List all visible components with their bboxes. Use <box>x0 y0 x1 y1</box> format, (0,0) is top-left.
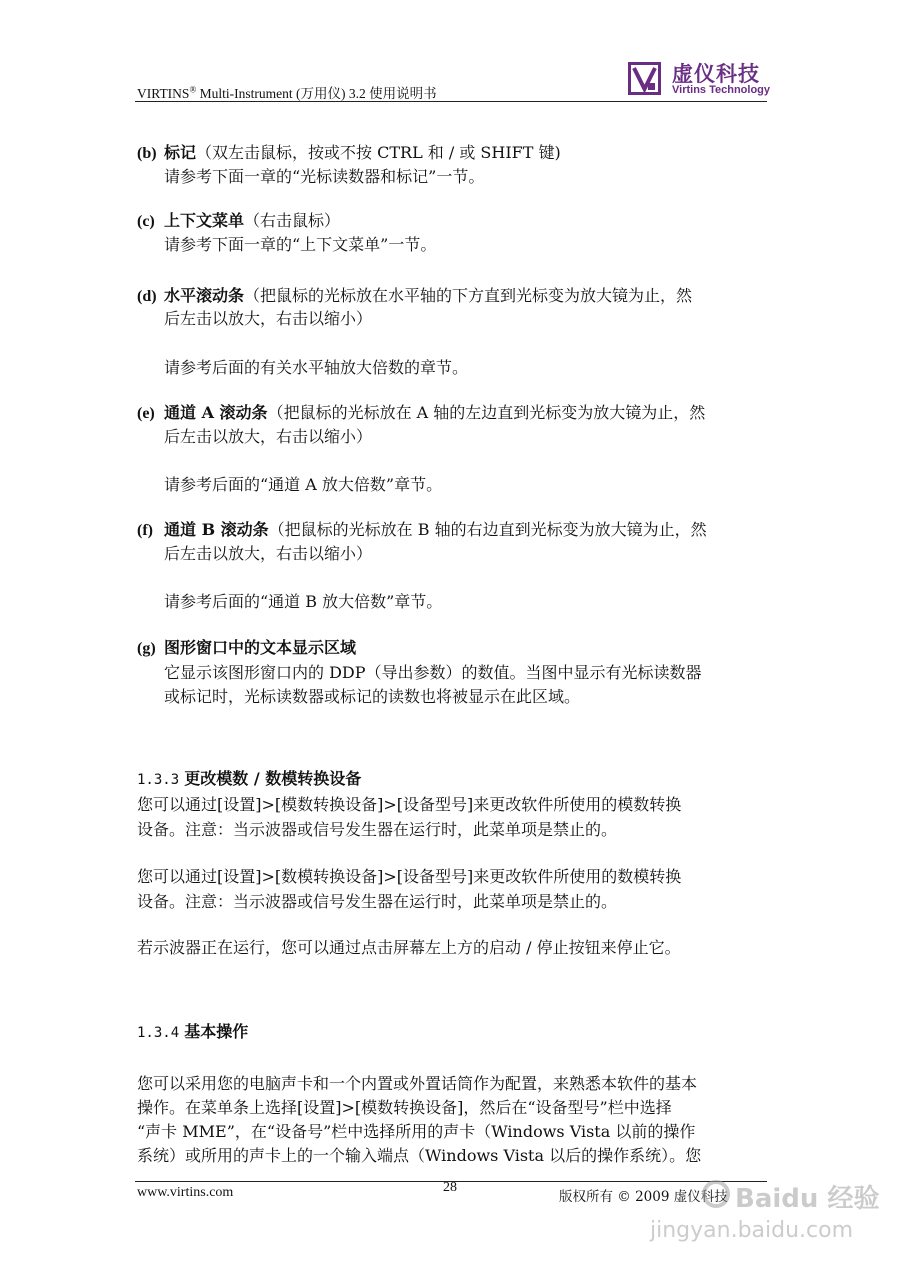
item-g-text-1: 它显示该图形窗口内的 DDP（导出参数）的数值。当图中显示有光标读数器 <box>164 663 702 682</box>
section-134-p1-l4: 系统）或所用的声卡上的一个输入端点（Windows Vista 以后的操作系统）。您 <box>137 1146 702 1165</box>
watermark-url: jingyan.baidu.com <box>650 1218 854 1243</box>
section-134-heading: 1.3.4 基本操作 <box>137 1022 249 1041</box>
section-134-p1-l2: 操作。在菜单条上选择[设置]>[模数转换设备]，然后在“设备型号”栏中选择 <box>137 1098 672 1117</box>
item-g-text-2: 或标记时，光标读数器或标记的读数也将被显示在此区域。 <box>164 687 581 706</box>
logo-chinese-name: 虚仪科技 <box>672 61 760 86</box>
header-divider <box>135 101 767 102</box>
item-e-note: 请参考后面的“通道 A 放大倍数”章节。 <box>164 475 443 494</box>
section-134-p1-l1: 您可以采用您的电脑声卡和一个内置或外置话筒作为配置，来熟悉本软件的基本 <box>137 1074 698 1093</box>
section-133-p2-l2: 设备。注意：当示波器或信号发生器在运行时，此菜单项是禁止的。 <box>137 892 618 911</box>
watermark-paw-icon <box>702 1180 730 1208</box>
footer-page-number: 28 <box>443 1180 457 1195</box>
item-f-cont: 后左击以放大，右击以缩小） <box>164 544 373 563</box>
item-f-note: 请参考后面的“通道 B 放大倍数”章节。 <box>164 592 443 611</box>
footer-website: www.virtins.com <box>137 1185 234 1200</box>
logo-english-name: Virtins Technology <box>672 84 770 96</box>
item-e-title: (e) 通道 A 滚动条（把鼠标的光标放在 A 轴的左边直到光标变为放大镜为止，然 <box>137 403 706 422</box>
item-b-title: (b) 标记（双左击鼠标，按或不按 CTRL 和 / 或 SHIFT 键) <box>137 143 561 162</box>
item-f-title: (f) 通道 B 滚动条（把鼠标的光标放在 B 轴的右边直到光标变为放大镜为止，然 <box>137 520 707 539</box>
footer-copyright: 版权所有 © 2009 虚仪科技 <box>559 1189 728 1205</box>
section-134-p1-l3: “声卡 MME”，在“设备号”栏中选择所用的声卡（Windows Vista 以前的操作 <box>137 1122 696 1141</box>
watermark-brand: Baidu 经验 <box>735 1184 880 1214</box>
item-g-title: (g) 图形窗口中的文本显示区域 <box>137 638 357 657</box>
item-d-title: (d) 水平滚动条（把鼠标的光标放在水平轴的下方直到光标变为放大镜为止，然 <box>137 286 693 305</box>
section-133-p1-l1: 您可以通过[设置]>[模数转换设备]>[设备型号]来更改软件所使用的模数转换 <box>137 795 682 814</box>
section-133-heading: 1.3.3 更改模数 / 数模转换设备 <box>137 769 362 788</box>
item-c-title: (c) 上下文菜单（右击鼠标） <box>137 211 341 230</box>
item-b-text: 请参考下面一章的“光标读数器和标记”一节。 <box>164 167 485 186</box>
item-e-cont: 后左击以放大，右击以缩小） <box>164 427 373 446</box>
section-133-p2-l1: 您可以通过[设置]>[数模转换设备]>[设备型号]来更改软件所使用的数模转换 <box>137 867 682 886</box>
item-d-cont: 后左击以放大，右击以缩小） <box>164 309 373 328</box>
item-c-text: 请参考下面一章的“上下文菜单”一节。 <box>164 235 437 254</box>
header-title: VIRTINS® Multi-Instrument (万用仪) 3.2 使用说明书 <box>137 84 437 101</box>
logo-icon <box>628 62 661 95</box>
item-d-note: 请参考后面的有关水平轴放大倍数的章节。 <box>164 358 469 377</box>
section-133-p1-l2: 设备。注意：当示波器或信号发生器在运行时，此菜单项是禁止的。 <box>137 820 618 839</box>
section-133-p3: 若示波器正在运行，您可以通过点击屏幕左上方的启动 / 停止按钮来停止它。 <box>137 938 681 957</box>
